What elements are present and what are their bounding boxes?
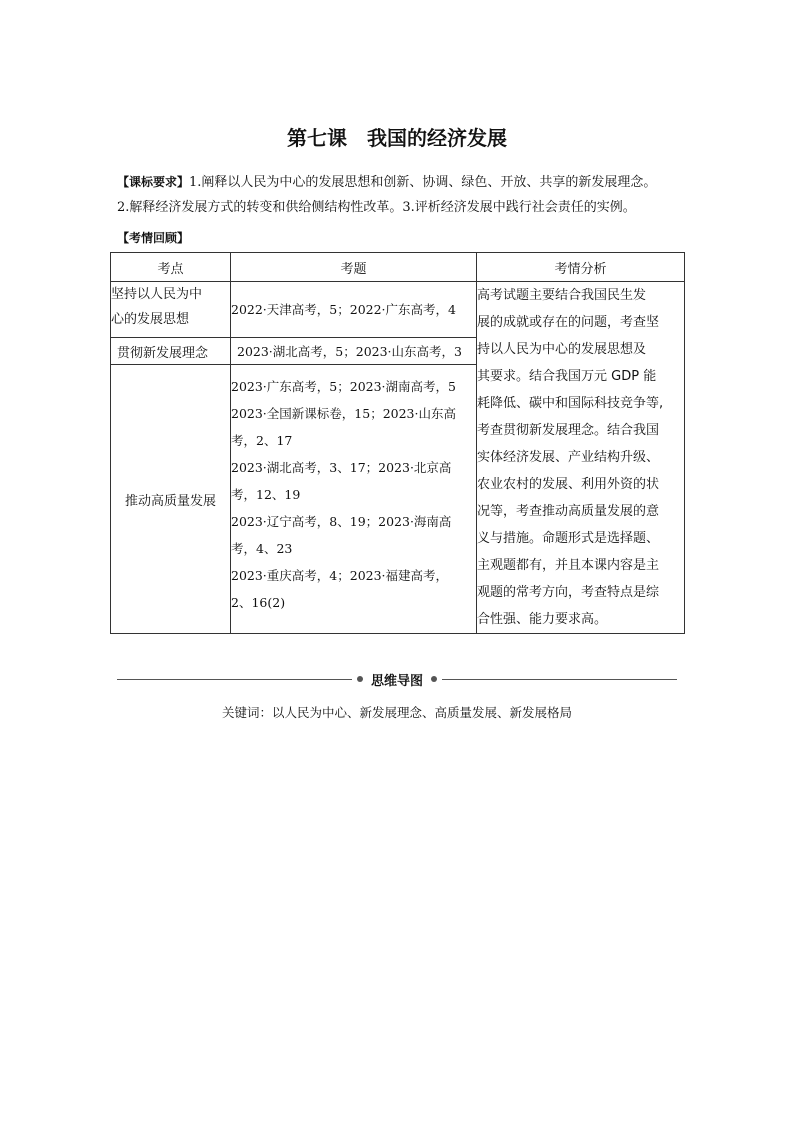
page-title: 第七课 我国的经济发展 [287,126,507,150]
analysis-line: 持以人民为中心的发展思想及 [477,342,647,357]
topic-line: 心的发展思想 [111,312,190,327]
exam-line: 2023·广东高考，5；2023·湖南高考，5 [231,379,456,394]
analysis-line: 主观题都有，并且本课内容是主 [477,558,660,573]
analysis-line: 农业农村的发展、利用外资的状 [477,477,660,492]
analysis-line: 其要求。结合我国万元 GDP 能 [477,369,657,384]
exam-line: 2、16(2) [231,595,286,610]
topic-line: 推动高质量发展 [124,493,216,509]
analysis-line: 义与措施。命题形式是选择题、 [477,531,660,546]
analysis-cell [477,282,685,634]
analysis-line: 观题的常考方向，考查特点是综 [477,585,660,600]
topic-line: 贯彻新发展理念 [117,345,209,361]
divider-line-right [442,679,677,680]
analysis-line: 展的成就或存在的问题，考查坚 [477,315,660,330]
table-row [111,282,685,338]
topic-cell [111,338,231,365]
analysis-line: 况等，考查推动高质量发展的意 [477,504,660,519]
requirement-text-1: 1.阐释以人民为中心的发展思想和创新、协调、绿色、开放、共享的新发展理念。 [189,175,657,190]
exam-line: 2023·辽宁高考，8、19；2023·海南高 [231,514,452,529]
exam-cell [231,282,477,338]
topic-line: 坚持以人民为中 [111,287,203,302]
exam-review-table [110,252,685,634]
table-header-row [111,253,685,282]
curriculum-requirements-line-1 [117,173,656,192]
requirement-text-2: 2.解释经济发展方式的转变和供给侧结构性改革。3.评析经济发展中践行社会责任的实例。 [117,200,636,215]
exam-line: 2023·湖北高考，5；2023·山东高考，3 [237,344,462,359]
curriculum-requirements-label: 【课标要求】 [117,175,190,189]
exam-line: 2022·天津高考，5；2022·广东高考，4 [231,302,456,317]
mindmap-keywords: 关键词：以人民为中心、新发展理念、高质量发展、新发展格局 [221,705,572,720]
exam-cell [231,338,477,365]
exam-line: 考，4、23 [231,541,293,556]
mindmap-heading: 思维导图 [370,674,423,689]
exam-line: 2023·全国新课标卷，15；2023·山东高 [231,406,456,421]
mindmap-section-divider [117,670,677,688]
divider-dot-right [431,676,437,682]
analysis-line: 耗降低、碳中和国际科技竞争等, [477,396,664,411]
exam-line: 2023·湖北高考，3、17；2023·北京高 [231,460,452,475]
exam-line: 考，12、19 [231,487,301,502]
exam-cell [231,365,477,634]
exam-line: 2023·重庆高考，4；2023·福建高考， [231,568,449,583]
exam-review-label: 【考情回顾】 [117,231,190,245]
header-topic: 考点 [111,253,231,282]
analysis-line: 高考试题主要结合我国民生发 [477,288,647,303]
analysis-line: 合性强、能力要求高。 [477,612,608,627]
header-analysis: 考情分析 [477,253,685,282]
exam-line: 考，2、17 [231,433,293,448]
analysis-line: 考查贯彻新发展理念。结合我国 [477,423,660,438]
header-exam: 考题 [231,253,477,282]
analysis-line: 实体经济发展、产业结构升级、 [477,450,660,465]
topic-cell [111,282,231,338]
topic-cell [111,365,231,634]
